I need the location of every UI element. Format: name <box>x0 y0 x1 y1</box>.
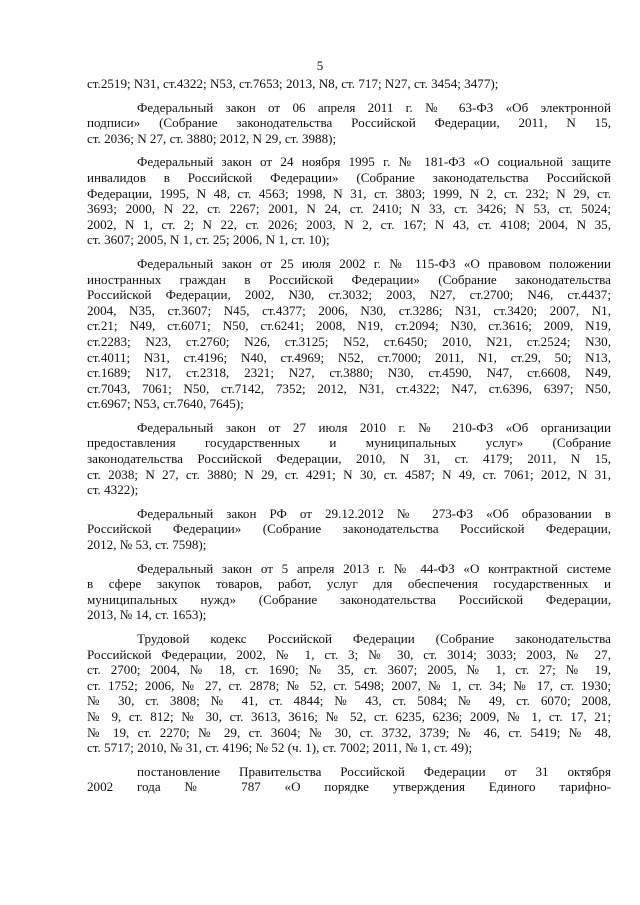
text-line: № 9, ст. 812; № 30, ст. 3613, 3616; № 52, ст. 6235, 6236; 2009, № 1, ст. 17, 21; <box>87 708 611 724</box>
paragraph <box>87 100 611 147</box>
page-number: 5 <box>316 58 324 73</box>
paragraph <box>87 256 611 412</box>
text-line: Трудовой кодекс Российской Федерации (Собрание законодательства <box>137 631 611 646</box>
text-line: ст. 2038; N 27, ст. 3880; N 29, ст. 4291; N 30, ст. 4587; N 49, ст. 7061; 2012, N 31, <box>87 466 611 482</box>
text-line: 2002, N 1, ст. 2; N 22, ст. 2026; 2003, N 2, ст. 167; N 43, ст. 4108; 2004, N 35, <box>87 216 611 232</box>
text-line: ст.2519; N31, ст.4322; N53, ст.7653; 2013, N8, ст. 717; N27, ст. 3454; 3477); <box>87 76 499 91</box>
text-line: Федеральный закон от 06 апреля 2011 г. № 63-ФЗ «Об электронной <box>137 99 611 115</box>
text-line: ст. 2700; 2004, № 18, ст. 1690; № 35, ст. 3607; 2005, № 1, ст. 27; № 19, <box>87 662 611 678</box>
text-line: предоставления государственных и муниципальных услуг» (Собрание <box>87 435 611 451</box>
text-line: № 30, ст. 3808; № 41, ст. 4844; № 43, ст. 5084; № 49, ст. 6070; 2008, <box>87 693 611 709</box>
text-line: № 19, ст. 2270; № 29, ст. 3604; № 30, ст. 3732, 3739; № 46, ст. 5419; № 48, <box>87 724 611 740</box>
text-line: 3693; 2000, N 22, ст. 2267; 2001, N 24, ст. 2410; N 33, ст. 3426; N 53, ст. 5024; <box>87 201 611 217</box>
text-line: законодательства Российской Федерации, 2010, N 31, ст. 4179; 2011, N 15, <box>87 451 611 467</box>
document-body <box>87 76 611 795</box>
text-line: ст. 1752; 2006, № 27, ст. 2878; № 52, ст. 5498; 2007, № 1, ст. 34; № 17, ст. 1930; <box>87 677 611 693</box>
text-line: ст.1689; N17, ст.2318, 2321; N27, ст.3880; N30, ст.4590, N47, ст.6608, N49, <box>87 365 611 381</box>
text-line: подписи» (Собрание законодательства Российской Федерации, 2011, N 15, <box>87 115 611 131</box>
text-line: ст. 5717; 2010, № 31, ст. 4196; № 52 (ч. 1), ст. 7002; 2011, № 1, ст. 49); <box>87 740 473 756</box>
text-line: ст.6967; N53, ст.7640, 7645); <box>87 396 244 412</box>
text-line: Российской Федерации» (Собрание законодательства Российской Федерации, <box>87 521 611 537</box>
text-line: иностранных граждан в Российской Федерации» (Собрание законодательства <box>87 271 611 287</box>
text-line: ст. 3607; 2005, N 1, ст. 25; 2006, N 1, ст. 10); <box>87 232 330 248</box>
paragraph <box>87 764 611 795</box>
text-line: инвалидов в Российской Федерации» (Собрание законодательства Российской <box>87 169 611 185</box>
text-line: ст. 4322); <box>87 482 139 498</box>
paragraph <box>87 561 611 623</box>
text-line: ст.2283; N23, ст.2760; N26, ст.3125; N52, ст.6450; 2010, N21, ст.2524; N30, <box>87 333 611 349</box>
text-line: муниципальных нужд» (Собрание законодательства Российской Федерации, <box>87 591 611 607</box>
text-line: Федеральный закон от 5 апреля 2013 г. № 44-ФЗ «О контрактной системе <box>137 560 611 576</box>
text-line: Федеральный закон РФ от 29.12.2012 № 273-ФЗ «Об образовании в <box>137 505 611 521</box>
text-line: в сфере закупок товаров, работ, услуг для обеспечения государственных и <box>87 576 611 592</box>
paragraph <box>87 154 611 248</box>
paragraph <box>87 506 611 553</box>
text-line: Федерации, 1995, N 48, ст. 4563; 1998, N 31, ст. 3803; 1999, N 2, ст. 232; N 29, ст. <box>87 185 611 201</box>
text-line: 2012, № 53, ст. 7598); <box>87 537 207 553</box>
text-line: 2004, N35, ст.3607; N45, ст.4377; 2006, N30, ст.3286; N31, ст.3420; 2007, N1, <box>87 302 611 318</box>
text-line: ст.7043, 7061; N50, ст.7142, 7352; 2012, N31, ст.4322; N47, ст.6396, 6397; N50, <box>87 380 611 396</box>
text-line: ст.21; N49, ст.6071; N50, ст.6241; 2008, N19, ст.2094; N30, ст.3616; 2009, N19, <box>87 318 611 334</box>
text-line: Российской Федерации, 2002, № 1, ст. 3; № 30, ст. 3014; 3033; 2003, № 27, <box>87 646 611 662</box>
text-line: ст. 2036; N 27, ст. 3880; 2012, N 29, ст. 3988); <box>87 130 337 146</box>
text-line: 2002 года № 787 «О порядке утверждения Единого тарифно- <box>87 779 611 795</box>
text-line: постановление Правительства Российской Федерации от 31 октября <box>137 763 611 779</box>
text-line: Федеральный закон от 24 ноября 1995 г. № 181-ФЗ «О социальной защите <box>137 154 611 170</box>
text-line: Российской Федерации, 2002, N30, ст.3032; 2003, N27, ст.2700; N46, ст.4437; <box>87 287 611 303</box>
paragraph <box>87 76 611 92</box>
text-line: ст.4011; N31, ст.4196; N40, ст.4969; N52, ст.7000; 2011, N1, ст.29, 50; N13, <box>87 349 611 365</box>
text-line: Федеральный закон от 25 июля 2002 г. № 115-ФЗ «О правовом положении <box>137 255 611 271</box>
text-line: 2013, № 14, ст. 1653); <box>87 607 207 623</box>
text-line: Федеральный закон от 27 июля 2010 г. № 210-ФЗ «Об организации <box>137 419 611 435</box>
paragraph <box>87 631 611 756</box>
paragraph <box>87 420 611 498</box>
